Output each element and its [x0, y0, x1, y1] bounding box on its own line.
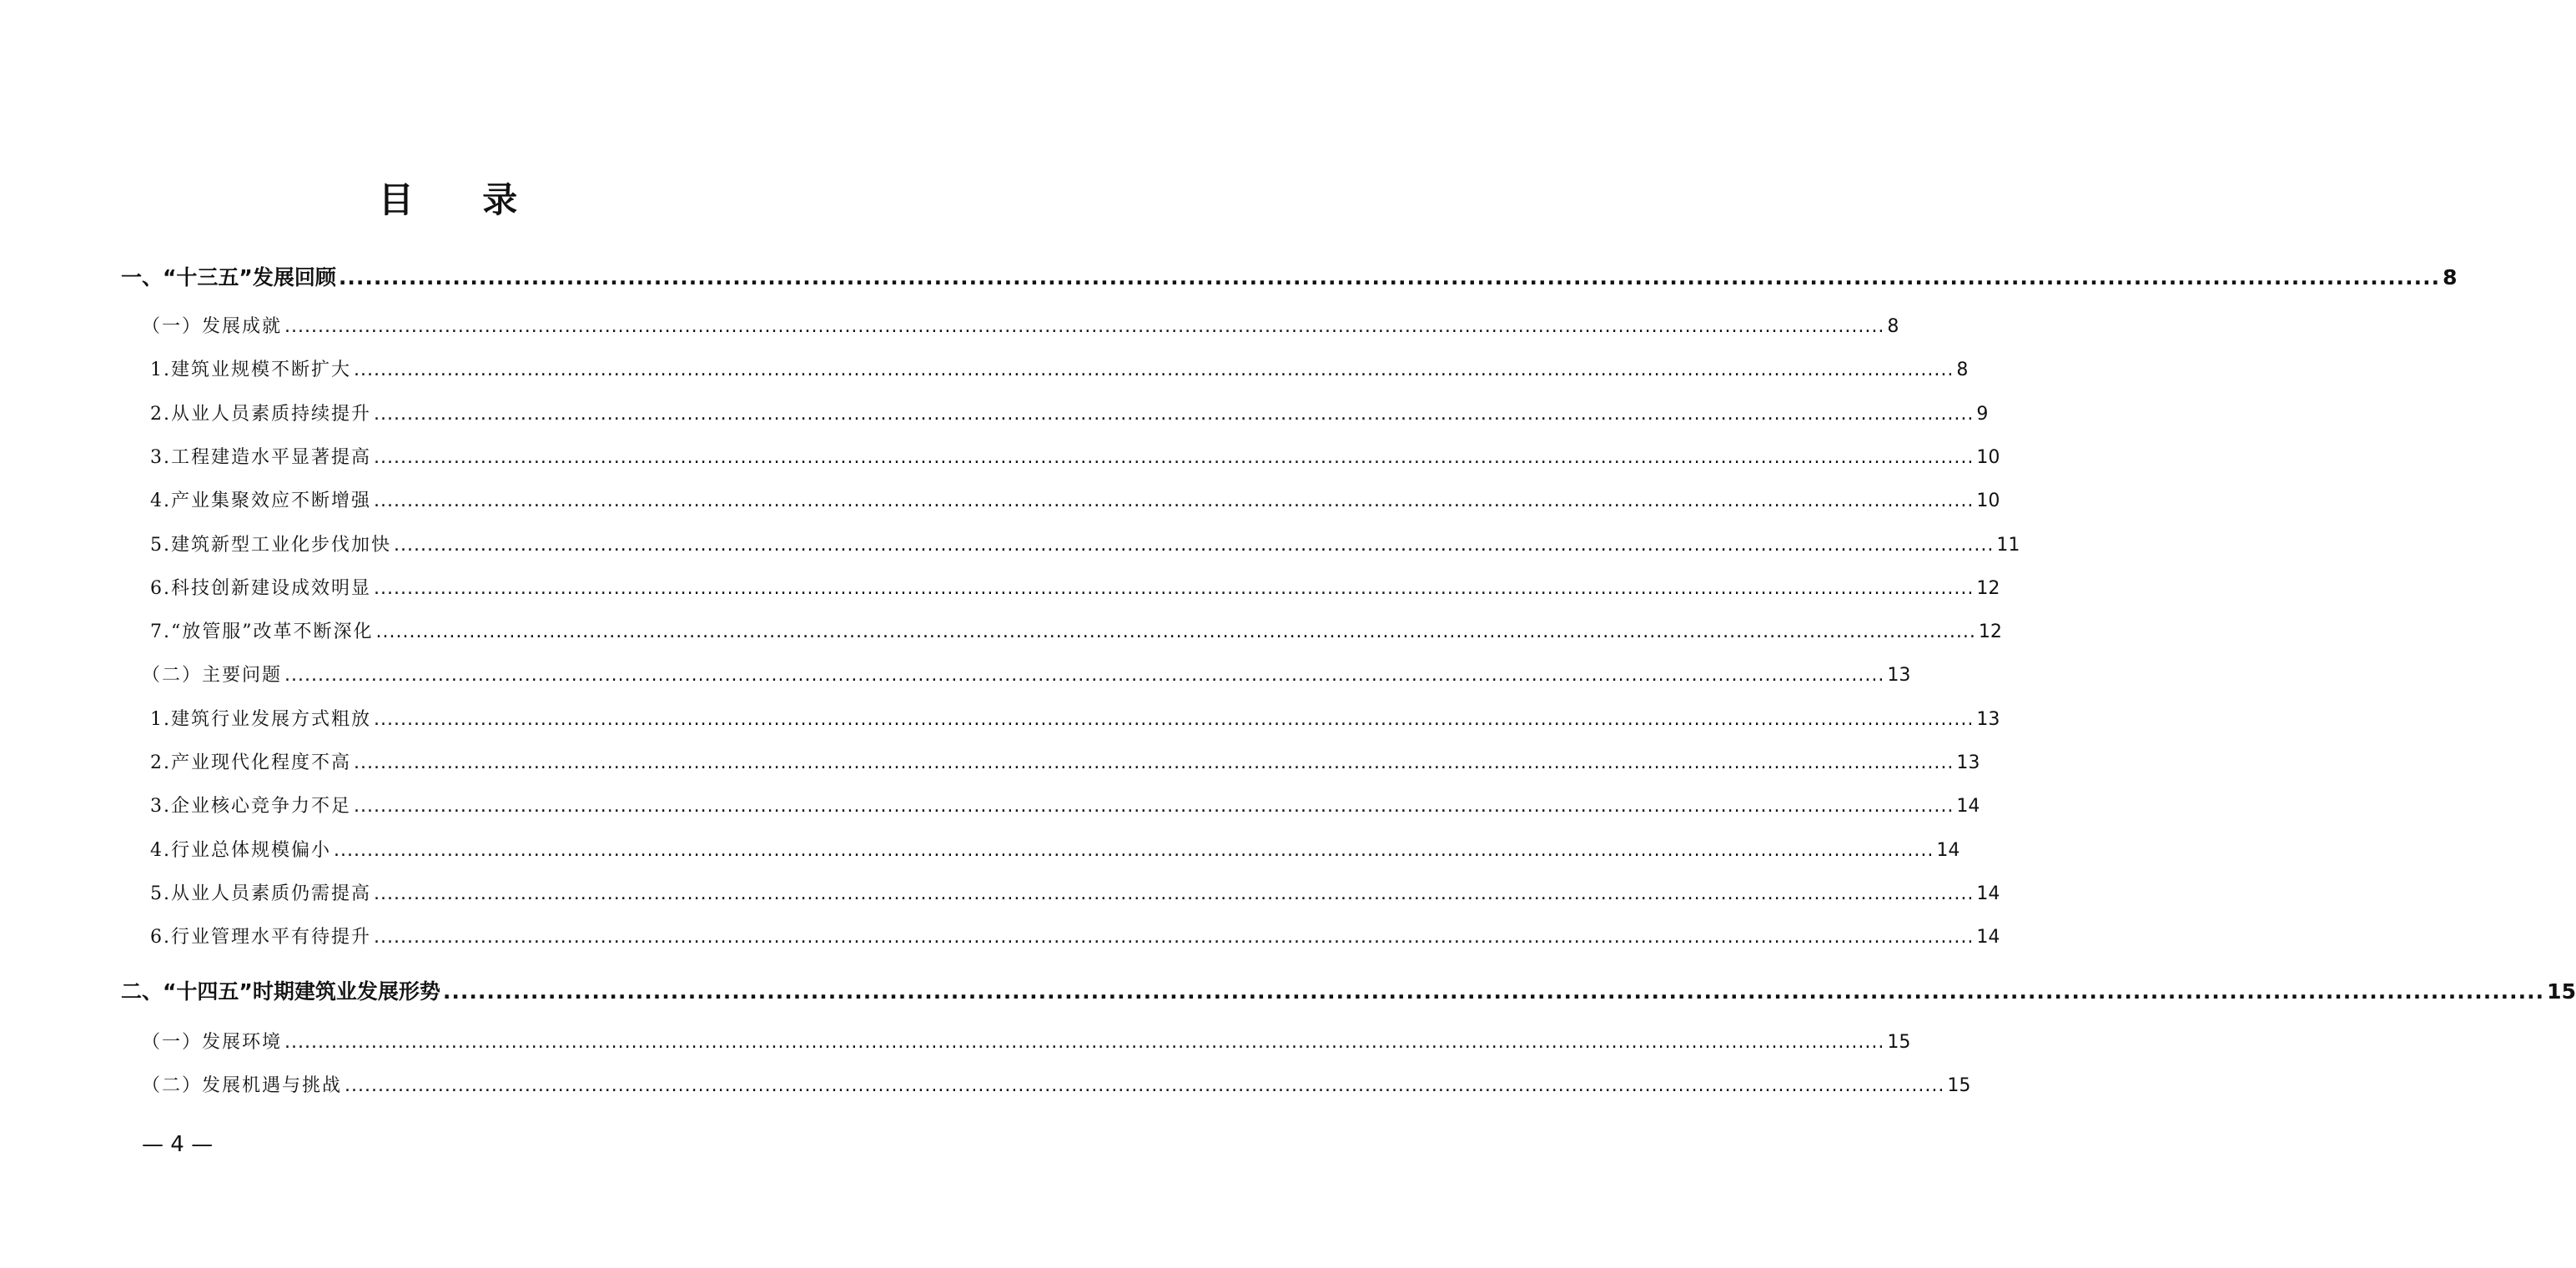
page-number-footer: — 4 — — [142, 1132, 214, 1157]
toc-entry[interactable] — [150, 836, 1960, 866]
toc-entry-label: 1.建筑行业发展方式粗放 — [150, 709, 371, 730]
toc-leader-dots: ................................................................................................................................................................................................................................................ — [374, 447, 1975, 468]
toc-entry[interactable] — [150, 531, 2020, 561]
toc-entry[interactable] — [142, 661, 1911, 691]
toc-entry[interactable] — [150, 879, 2000, 909]
toc-page-number: 12 — [1976, 578, 2000, 599]
toc-page-number: 8 — [1956, 360, 1969, 380]
toc-page-number: 13 — [1976, 709, 2000, 730]
toc-entry-label: 4.行业总体规模偏小 — [150, 840, 331, 861]
toc-leader-dots: ................................................................................................................................................................................................................................................ — [374, 491, 1975, 511]
toc-page-number: 14 — [1956, 796, 1980, 817]
toc-page-number: 15 — [2547, 979, 2576, 1004]
toc-leader-dots: ................................................................................................................................................................................................................................................ — [354, 360, 1955, 380]
toc-page-number: 10 — [1976, 491, 2000, 511]
toc-page-number: 8 — [1887, 316, 1899, 337]
toc-page-number: 15 — [1887, 1032, 1911, 1053]
toc-entry-label: 二、“十四五”时期建筑业发展形势 — [121, 979, 440, 1004]
toc-entry-label: 5.从业人员素质仍需提高 — [150, 883, 371, 904]
toc-entry-label: 一、“十三五”发展回顾 — [121, 265, 336, 289]
toc-entry[interactable] — [142, 1071, 1971, 1101]
toc-entry-label: 3.工程建造水平显著提高 — [150, 447, 371, 468]
toc-entry-label: 6.行业管理水平有待提升 — [150, 927, 371, 948]
toc-page-number: 9 — [1976, 404, 1989, 425]
toc-entry-label: 6.科技创新建设成效明显 — [150, 578, 371, 599]
toc-leader-dots: ................................................................................................................................................................................................................................................ — [354, 752, 1955, 773]
toc-entry[interactable] — [150, 486, 2000, 516]
toc-leader-dots: ................................................................................................................................................................................................................................................ — [374, 404, 1975, 425]
toc-entry-label: 4.产业集聚效应不断增强 — [150, 491, 371, 511]
toc-entry[interactable] — [121, 975, 2576, 1009]
toc-entry-label: （一）发展成就 — [142, 316, 283, 337]
toc-leader-dots: ................................................................................................................................................................................................................................................ — [394, 535, 1995, 556]
toc-entry[interactable] — [150, 355, 1969, 385]
toc-page-number: 11 — [1996, 535, 2020, 556]
toc-leader-dots: ................................................................................................................................................................................................................................................ — [374, 578, 1975, 599]
toc-entry[interactable] — [150, 748, 1980, 778]
toc-page-number: 14 — [1936, 840, 1960, 861]
toc-entry-label: （二）主要问题 — [142, 665, 283, 686]
toc-entry-label: （二）发展机遇与挑战 — [142, 1075, 343, 1096]
toc-leader-dots: ................................................................................................................................................................................................................................................ — [338, 265, 2441, 289]
toc-leader-dots: ................................................................................................................................................................................................................................................ — [442, 979, 2545, 1004]
toc-entry[interactable] — [142, 312, 1899, 342]
toc-entry[interactable] — [150, 400, 1989, 430]
toc-entry-label: 2.从业人员素质持续提升 — [150, 404, 371, 425]
page-title: 目 录 — [378, 179, 546, 220]
toc-leader-dots: ................................................................................................................................................................................................................................................ — [375, 621, 1976, 642]
toc-entry[interactable] — [142, 1028, 1911, 1058]
toc-entry-label: 5.建筑新型工业化步伐加快 — [150, 535, 391, 556]
toc-leader-dots: ................................................................................................................................................................................................................................................ — [374, 709, 1975, 730]
toc-leader-dots: ................................................................................................................................................................................................................................................ — [345, 1075, 1945, 1096]
toc-page-number: 8 — [2443, 265, 2458, 289]
toc-entry[interactable] — [150, 705, 2000, 735]
toc-entry[interactable] — [150, 574, 2000, 604]
toc-page-number: 13 — [1956, 752, 1980, 773]
toc-entry[interactable] — [150, 617, 2002, 647]
toc-leader-dots: ................................................................................................................................................................................................................................................ — [374, 883, 1975, 904]
toc-page-number: 14 — [1976, 883, 2000, 904]
toc-entry-label: 2.产业现代化程度不高 — [150, 752, 351, 773]
toc-page-number: 13 — [1887, 665, 1911, 686]
toc-leader-dots: ................................................................................................................................................................................................................................................ — [334, 840, 1935, 861]
toc-entry[interactable] — [150, 792, 1980, 822]
toc-entry[interactable] — [150, 443, 2000, 473]
toc-leader-dots: ................................................................................................................................................................................................................................................ — [284, 665, 1885, 686]
toc-leader-dots: ................................................................................................................................................................................................................................................ — [354, 796, 1955, 817]
toc-leader-dots: ................................................................................................................................................................................................................................................ — [284, 1032, 1885, 1053]
toc-page-number: 14 — [1976, 927, 2000, 948]
toc-page-number: 15 — [1947, 1075, 1971, 1096]
toc-page-number: 10 — [1976, 447, 2000, 468]
toc-entry-label: （一）发展环境 — [142, 1032, 283, 1053]
toc-entry[interactable] — [150, 923, 2000, 953]
toc-entry-label: 1.建筑业规模不断扩大 — [150, 360, 351, 380]
toc-leader-dots: ................................................................................................................................................................................................................................................ — [374, 927, 1975, 948]
toc-entry-label: 7.“放管服”改革不断深化 — [150, 621, 374, 642]
toc-page-number: 12 — [1978, 621, 2002, 642]
toc-entry-label: 3.企业核心竞争力不足 — [150, 796, 351, 817]
toc-leader-dots: ................................................................................................................................................................................................................................................ — [284, 316, 1885, 337]
toc-entry[interactable] — [121, 261, 2458, 294]
